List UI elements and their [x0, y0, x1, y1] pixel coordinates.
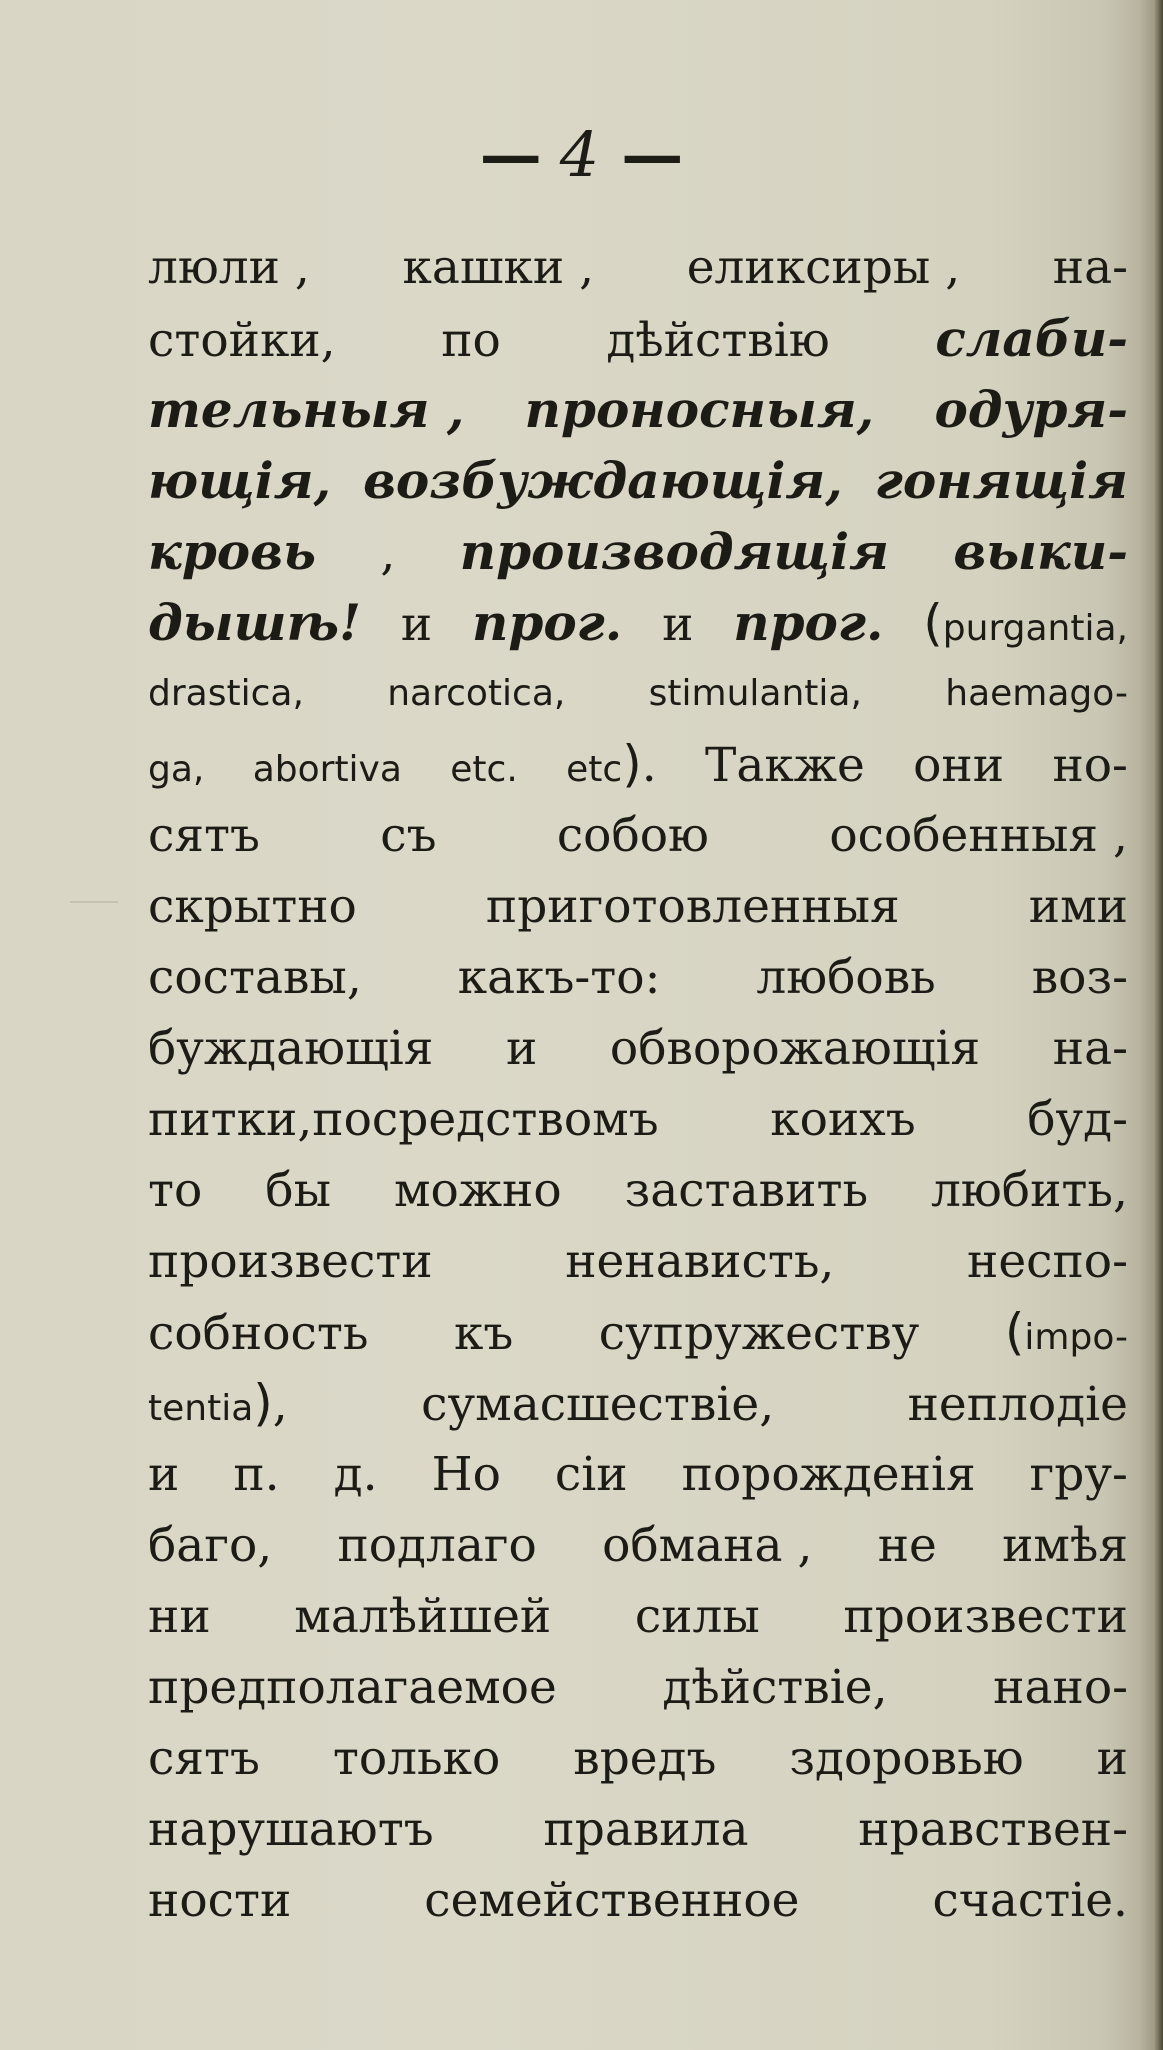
page-number-dash-left: — [479, 118, 542, 191]
word: только [332, 1731, 501, 1786]
word: ности [148, 1873, 292, 1928]
text-line-8 [148, 729, 1128, 800]
text-line-23 [148, 1794, 1128, 1865]
word: подлаго [337, 1518, 537, 1573]
text-line-15 [148, 1226, 1128, 1297]
italic-word: дышѣ! [148, 593, 361, 652]
word: вредъ [573, 1731, 717, 1786]
word: сятъ [148, 808, 260, 863]
word: Также [705, 738, 865, 793]
word: не [877, 1518, 937, 1573]
latin-word: etc. [450, 749, 518, 790]
word: ими [1028, 879, 1128, 934]
word: заставить [624, 1163, 869, 1218]
italic-word: возбуждающія, [363, 451, 843, 510]
word: люли , [148, 240, 310, 295]
word: д. [333, 1447, 378, 1502]
italic-word: слаби- [935, 309, 1128, 368]
latin-word: drastica, [148, 673, 304, 714]
close-paren: ) [253, 1374, 273, 1432]
word: они [913, 738, 1005, 793]
word: на- [1052, 240, 1128, 295]
latin-word: abortiva [252, 749, 402, 790]
latin-word: etc [566, 749, 623, 790]
text-line-17 [148, 1368, 1128, 1439]
word: предполагаемое [148, 1660, 557, 1715]
word: п. [233, 1447, 280, 1502]
text-line-6 [148, 587, 1128, 658]
text-line-2 [148, 303, 1128, 374]
text-line-10 [148, 871, 1128, 942]
open-paren: ( [923, 594, 943, 652]
word: и [148, 1447, 180, 1502]
italic-word: проносныя, [524, 380, 875, 439]
text-line-12 [148, 1013, 1128, 1084]
italic-word: прог. [733, 593, 884, 652]
word: ни [148, 1589, 211, 1644]
word: супружеству [598, 1306, 920, 1361]
word: счастіе. [932, 1873, 1128, 1928]
body-text [148, 232, 1128, 1936]
text-line-21 [148, 1652, 1128, 1723]
word: силы [634, 1589, 760, 1644]
word: съ [380, 808, 437, 863]
word: сятъ [148, 1731, 260, 1786]
word: бы [265, 1163, 331, 1218]
italic-word: ющія, [148, 451, 331, 510]
text-line-13 [148, 1084, 1128, 1155]
word: нравствен- [858, 1802, 1128, 1857]
word: но- [1052, 738, 1128, 793]
word: Но [431, 1447, 501, 1502]
word: любить, [931, 1163, 1128, 1218]
text-line-14 [148, 1155, 1128, 1226]
close-paren: ) [622, 735, 642, 793]
word: и [506, 1021, 538, 1076]
text-line-24 [148, 1865, 1128, 1936]
page-number-dash-right: — [621, 118, 684, 191]
word: обворожающія [609, 1021, 981, 1076]
latin-word: stimulantia, [648, 673, 862, 714]
italic-word: производящія [459, 522, 889, 581]
word: неспо- [967, 1234, 1128, 1289]
word: нано- [993, 1660, 1128, 1715]
word: любовь [756, 950, 936, 1005]
word: дѣйствіе, [662, 1660, 888, 1715]
text-line-4 [148, 445, 1128, 516]
word: стойки, [148, 313, 336, 368]
comma: , [272, 1377, 288, 1432]
word: буд- [1027, 1092, 1128, 1147]
word: составы, [148, 950, 362, 1005]
word: собою [556, 808, 709, 863]
text-line-19 [148, 1510, 1128, 1581]
word: коихъ [770, 1092, 916, 1147]
word: собность [148, 1306, 369, 1361]
word: гру- [1029, 1447, 1128, 1502]
word: питки,посредствомъ [148, 1092, 659, 1147]
word: приготовленныя [485, 879, 900, 934]
word: порожденія [681, 1447, 976, 1502]
latin-word: ga, [148, 749, 205, 790]
period: . [641, 738, 657, 793]
word: скрытно [148, 879, 357, 934]
text-line-18 [148, 1439, 1128, 1510]
latin-word: purgantia, [942, 608, 1128, 649]
word: , [380, 526, 396, 581]
page-spine-shadow [1153, 0, 1163, 2050]
text-line-5 [148, 516, 1128, 587]
word: буждающія [148, 1021, 434, 1076]
italic-word: прог. [472, 593, 623, 652]
latin-word: tentia [148, 1388, 254, 1429]
page-number-header [0, 118, 1163, 191]
word: по [441, 313, 501, 368]
word: то [148, 1163, 203, 1218]
italic-word: тельныя , [148, 380, 465, 439]
latin-word: impo- [1024, 1317, 1128, 1358]
italic-word: выки- [953, 522, 1128, 581]
italic-word: одуря- [934, 380, 1128, 439]
word: произвести [148, 1234, 433, 1289]
word: сумасшествіе, [421, 1377, 775, 1432]
text-line-16 [148, 1297, 1128, 1368]
italic-word: кровь [148, 522, 316, 581]
word: имѣя [1002, 1518, 1128, 1573]
word: дѣйствію [606, 313, 830, 368]
word: и [662, 597, 694, 652]
word: сіи [554, 1447, 628, 1502]
text-line-3 [148, 374, 1128, 445]
word: баго, [148, 1518, 273, 1573]
word: обмана , [602, 1518, 813, 1573]
open-paren: ( [1004, 1303, 1025, 1361]
word: правила [543, 1802, 749, 1857]
word: ненависть, [565, 1234, 835, 1289]
text-line-22 [148, 1723, 1128, 1794]
word: семейственное [424, 1873, 800, 1928]
word: нарушаютъ [148, 1802, 434, 1857]
word: и [1096, 1731, 1128, 1786]
text-line-9 [148, 800, 1128, 871]
word: кашки , [402, 240, 595, 295]
word: и [400, 597, 433, 652]
word: особенныя , [829, 808, 1128, 863]
latin-word: haemago- [945, 673, 1128, 714]
text-line-20 [148, 1581, 1128, 1652]
word: воз- [1031, 950, 1128, 1005]
word: къ [453, 1306, 514, 1361]
word: неплодіе [907, 1377, 1128, 1432]
text-line-7 [148, 658, 1128, 729]
word: произвести [843, 1589, 1128, 1644]
text-line-1 [148, 232, 1128, 303]
word: здоровью [789, 1731, 1024, 1786]
word: малѣйшей [294, 1589, 552, 1644]
latin-word: narcotica, [387, 673, 566, 714]
page-number: 4 [559, 118, 604, 191]
word: можно [393, 1163, 562, 1218]
word: какъ-то: [457, 950, 661, 1005]
text-line-11 [148, 942, 1128, 1013]
paper-mark [70, 901, 118, 903]
word: еликсиры , [686, 240, 961, 295]
word: на- [1052, 1021, 1128, 1076]
italic-word: гонящія [874, 451, 1128, 510]
